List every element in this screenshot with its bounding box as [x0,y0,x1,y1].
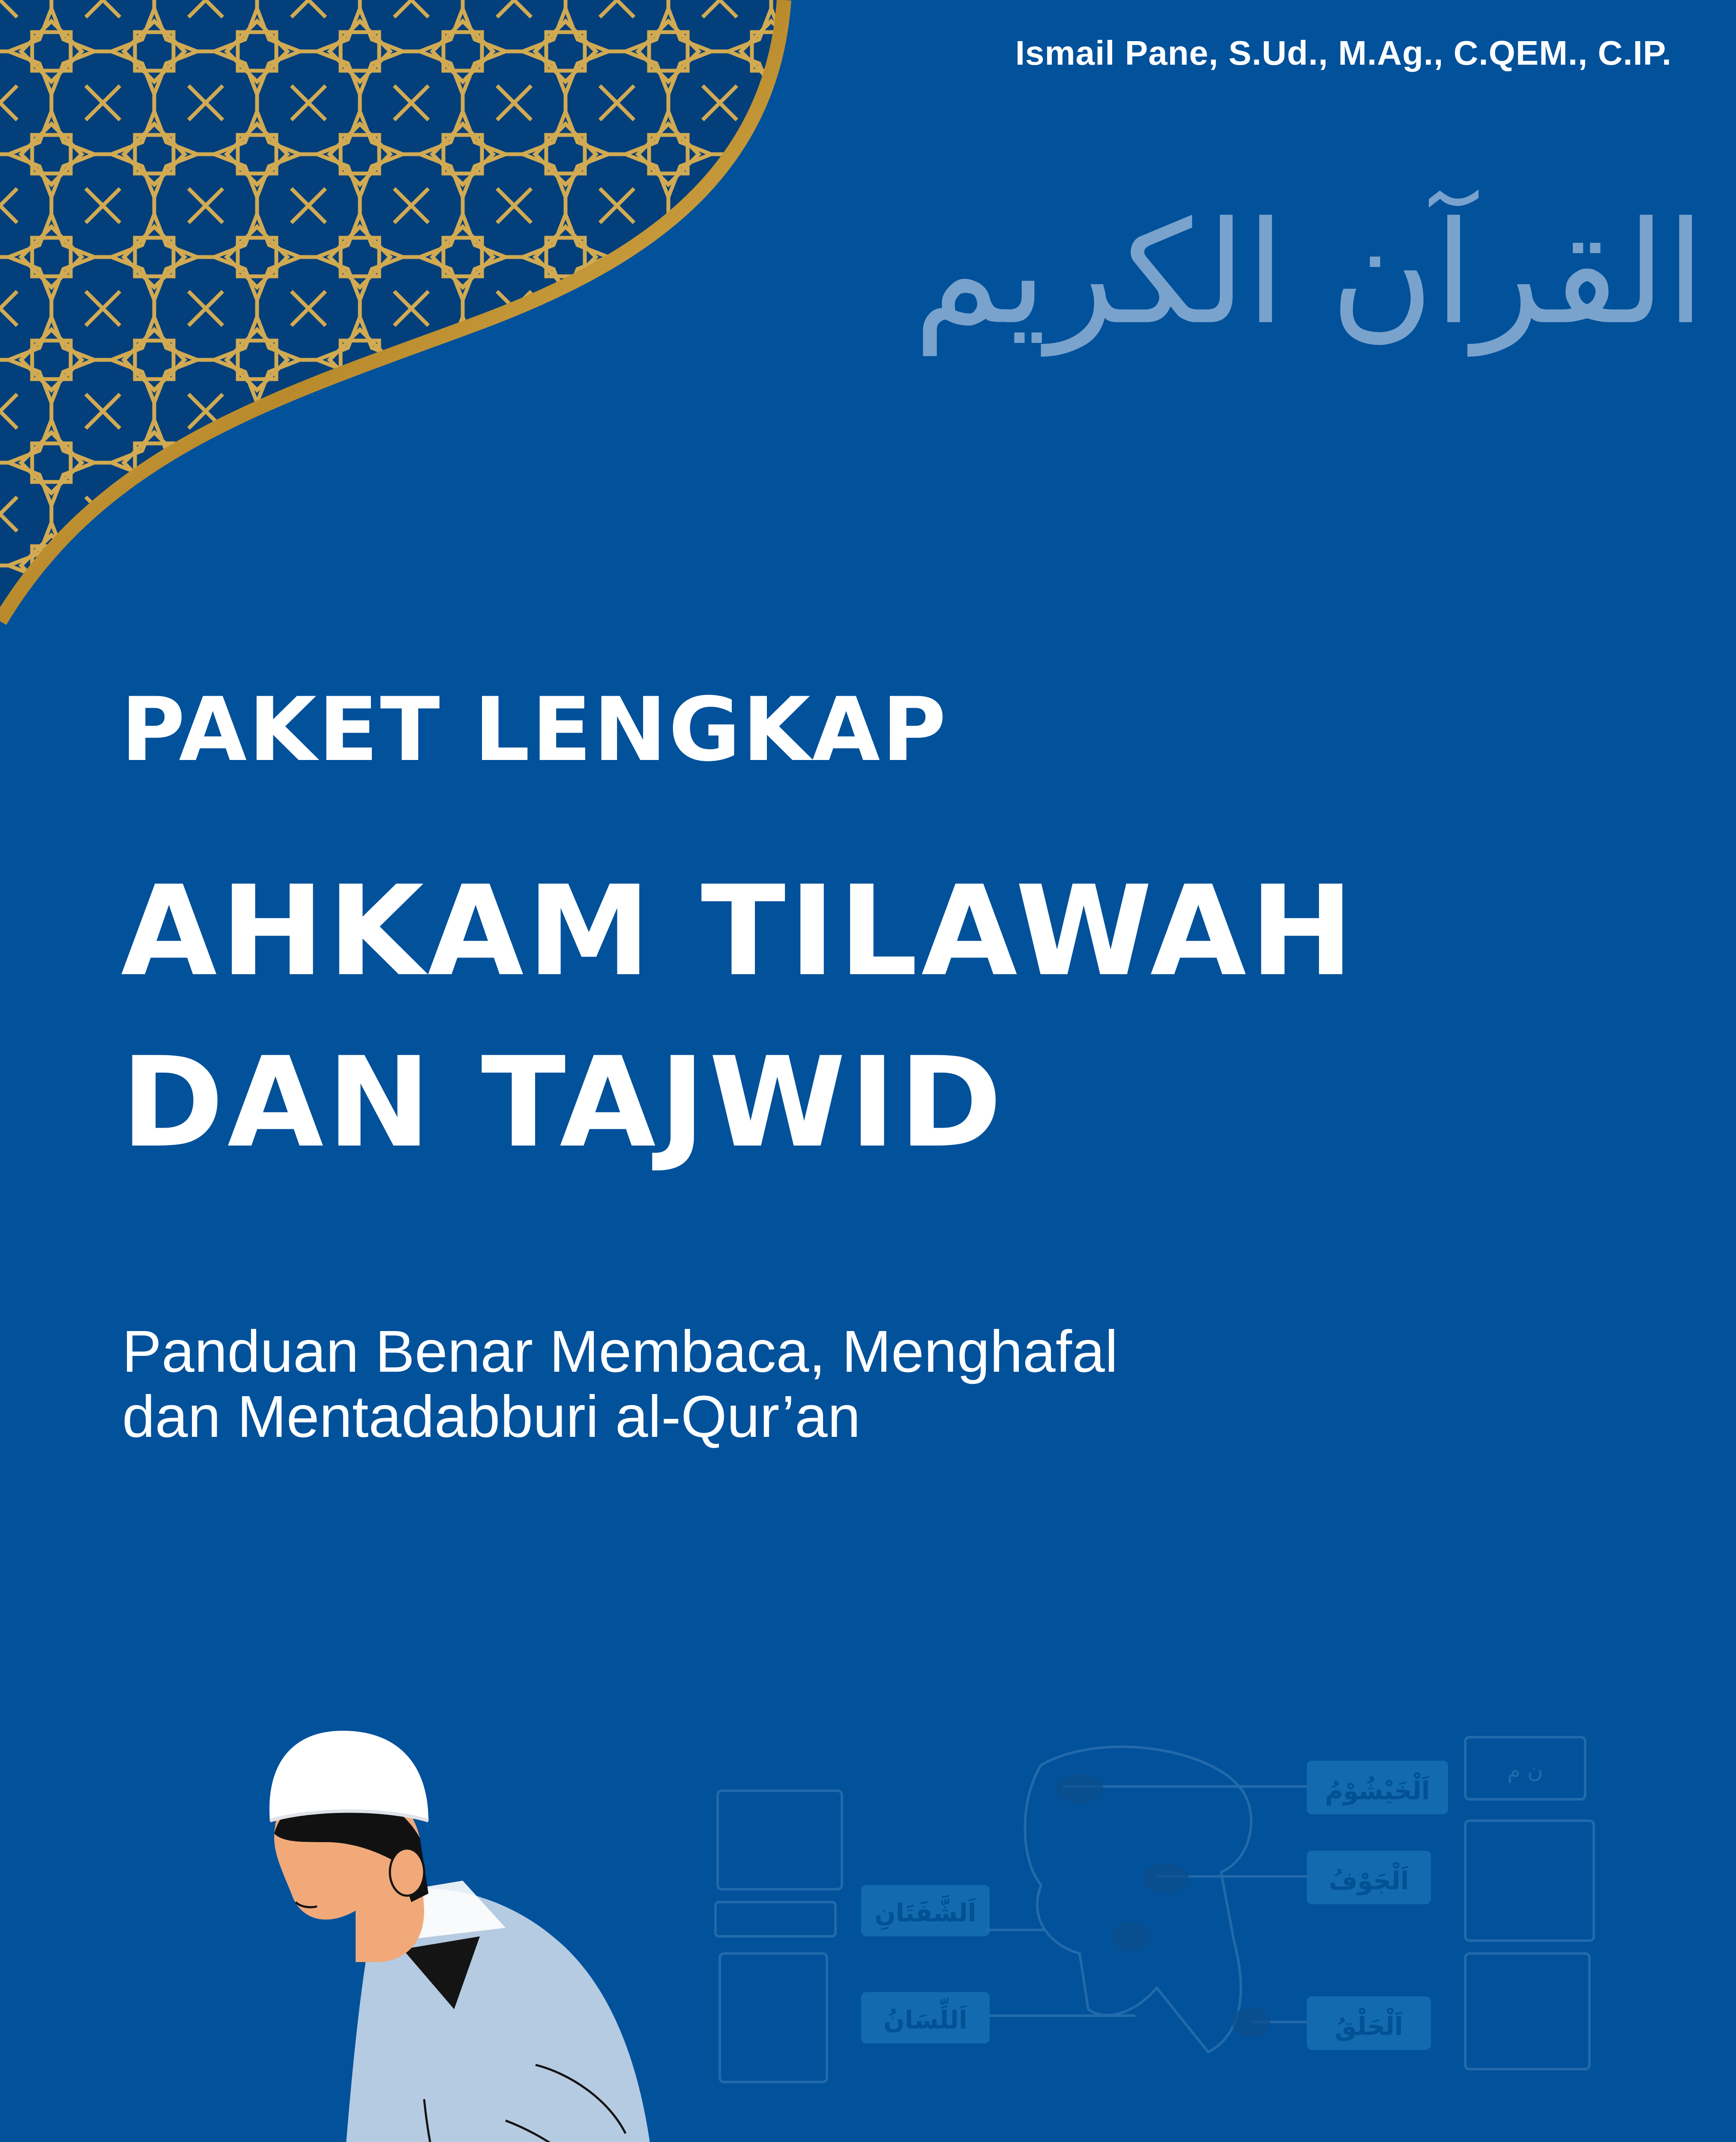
label-halq: اَلْحَلْقُ [1335,2012,1403,2041]
title-line-2: AHKAM TILAWAH [121,859,1357,1004]
label-nasal-letters: ن م [1507,1758,1543,1783]
label-khaisyum: اَلْخَيْشُوْمُ [1325,1776,1430,1805]
label-lisan: اَللِّسَانُ [883,2005,967,2034]
author-name: Ismail Pane, S.Ud., M.Ag., C.QEM., C.IP. [1015,34,1672,72]
title-line-1: PAKET LENGKAP [121,679,948,781]
label-jauf: اَلْجَوْفُ [1329,1866,1409,1895]
label-syafatan: اَلشَّفَتَانِ [874,1898,976,1927]
subtitle-line-2: dan Mentadabburi al-Qur’an [122,1383,861,1450]
arabic-calligraphy-title: القرآن الكريم [913,191,1705,356]
title-line-3: DAN TAJWID [121,1031,1006,1175]
subtitle-line-1: Panduan Benar Membaca, Menghafal [122,1319,1118,1385]
